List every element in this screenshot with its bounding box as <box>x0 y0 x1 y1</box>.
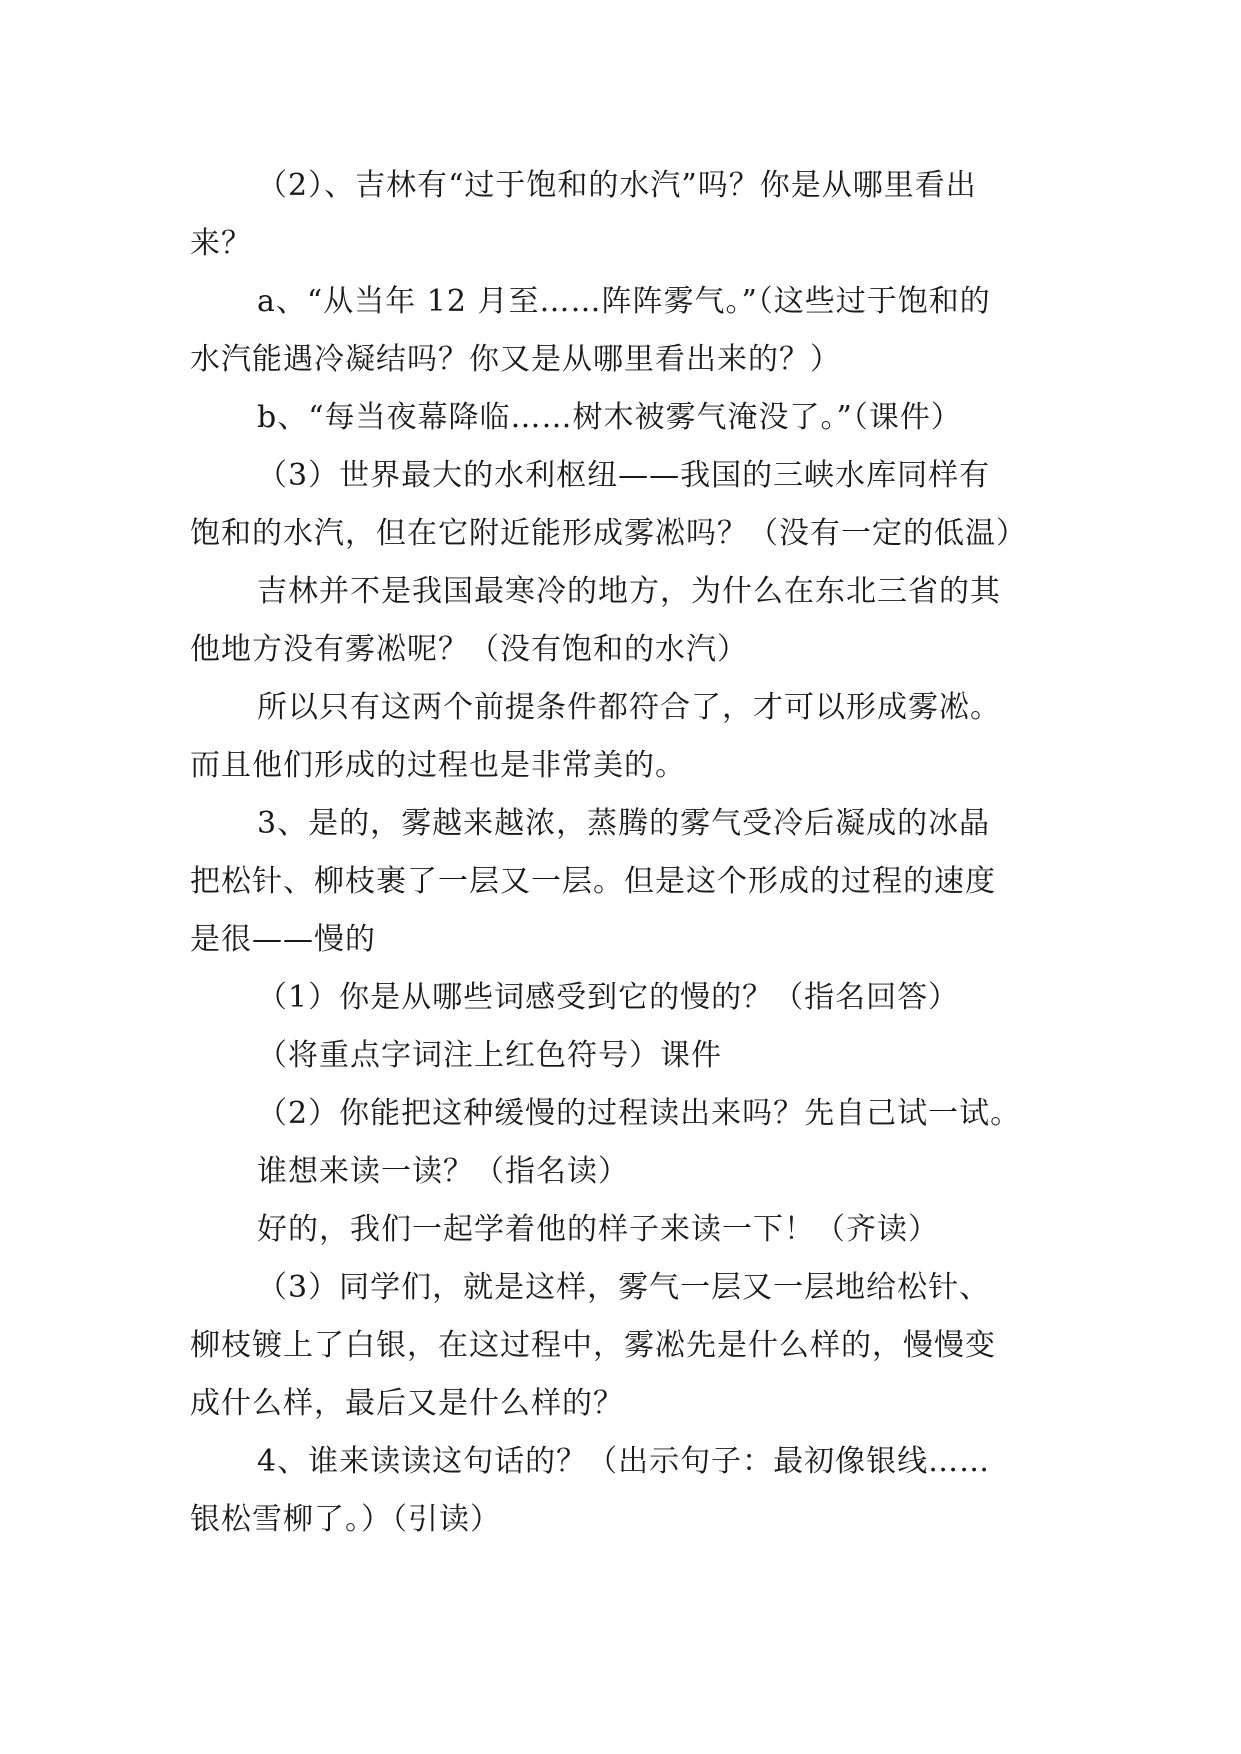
paragraph-line: （1）你是从哪些词感受到它的慢的？（指名回答） <box>257 980 960 1015</box>
paragraph-line: 是很——慢的 <box>190 922 376 957</box>
paragraph-line: a、“从当年 12 月至……阵阵雾气。”（这些过于饱和的 <box>257 284 991 319</box>
paragraph-line: 银松雪柳了。）（引读） <box>190 1502 501 1537</box>
paragraph-line: 饱和的水汽，但在它附近能形成雾凇吗？（没有一定的低温） <box>190 516 1027 551</box>
paragraph-line: （将重点字词注上红色符号）课件 <box>257 1038 722 1073</box>
paragraph-line: （2）你能把这种缓慢的过程读出来吗？先自己试一试。 <box>257 1096 1022 1131</box>
paragraph-line: 而且他们形成的过程也是非常美的。 <box>190 748 686 783</box>
paragraph-line: 成什么样，最后又是什么样的？ <box>190 1386 624 1421</box>
paragraph-line: 水汽能遇冷凝结吗？你又是从哪里看出来的？） <box>190 342 841 377</box>
paragraph-line: 4、谁来读读这句话的？（出示句子：最初像银线…… <box>257 1444 991 1479</box>
paragraph-line: （3）同学们，就是这样，雾气一层又一层地给松针、 <box>257 1270 991 1305</box>
paragraph-line: 他地方没有雾凇呢？（没有饱和的水汽） <box>190 632 748 667</box>
paragraph-line: （3）世界最大的水利枢纽——我国的三峡水库同样有 <box>257 458 991 493</box>
paragraph-line: 所以只有这两个前提条件都符合了，才可以形成雾凇。 <box>257 690 1001 725</box>
paragraph-line: b、“每当夜幕降临……树木被雾气淹没了。”（课件） <box>257 400 962 435</box>
paragraph-line: 好的，我们一起学着他的样子来读一下！（齐读） <box>257 1212 939 1247</box>
paragraph-line: 来？ <box>190 226 252 261</box>
paragraph-line: 柳枝镀上了白银，在这过程中，雾凇先是什么样的，慢慢变 <box>190 1328 996 1363</box>
paragraph-line: 把松针、柳枝裹了一层又一层。但是这个形成的过程的速度 <box>190 864 996 899</box>
paragraph-line: 3、是的，雾越来越浓，蒸腾的雾气受冷后凝成的冰晶 <box>257 806 991 841</box>
paragraph-line: 吉林并不是我国最寒冷的地方，为什么在东北三省的其 <box>257 574 1001 609</box>
paragraph-line: （2）、吉林有“过于饱和的水汽”吗？你是从哪里看出 <box>257 168 977 203</box>
paragraph-line: 谁想来读一读？（指名读） <box>257 1154 629 1189</box>
